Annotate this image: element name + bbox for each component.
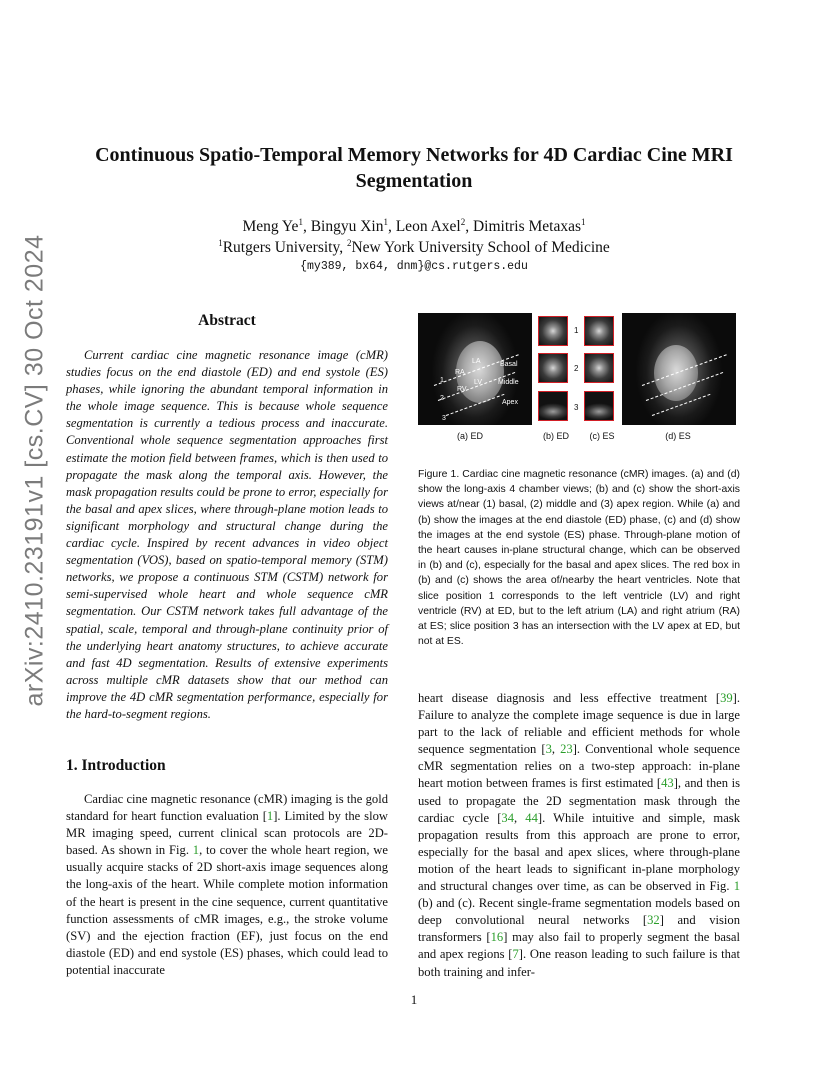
slice-number-3: 3 — [574, 403, 579, 412]
page-number: 1 — [410, 992, 418, 1007]
affil-name: Rutgers University — [222, 239, 340, 256]
panel-label-d: (d) ES — [665, 431, 691, 441]
slice-number-2: 2 — [574, 364, 579, 373]
citation-link[interactable]: 39 — [720, 691, 733, 705]
label-la: LA — [472, 358, 481, 365]
arxiv-id: arXiv:2410.23191v1 [cs.CV] 30 Oct 2024 — [20, 233, 49, 707]
intro-text-continued: heart disease diagnosis and less effective treatment [39]. Failure to analyze the complete image sequence is due in large part to the lack of reliable and efficient methods for whole sequence segmentation [3, 23]. Conventional whole sequence cMR segmentation relies on a two-step approach: in-plane heart motion between frames is first estimated [43], and then is used to propagate the 2D segmentation mask through the cardiac cycle [34, 44]. While intuitive and simple, mask propagation results from this approach are prone to error, especially for the basal and apex slices, where through-plane motion of the heart leads to significant in-plane morphology and structural changes over time, as can be observed in Fig. 1 (b) and (c). Recent single-frame segmentation models based on deep convolutional neural networks [32] and vision transformers [16] may also fail to properly segment the basal and apex regions [7]. One reason leading to such failure is that both training and infer- — [418, 691, 741, 979]
intro-heading: 1. Introduction — [66, 757, 166, 774]
citation-link[interactable]: 1 — [192, 843, 200, 858]
author-name: Meng Ye — [242, 218, 299, 235]
affil-name: New York University School of Medicine — [351, 239, 610, 256]
paper-title: Continuous Spatio-Temporal Memory Networks for 4D Cardiac Cine MRI Segmentation — [95, 144, 733, 192]
affil-mark: 2 — [346, 237, 352, 248]
line-number-3: 3 — [442, 415, 446, 422]
citation-link[interactable]: 16 — [490, 930, 504, 945]
line-number-2: 2 — [440, 395, 444, 402]
figure-1 — [418, 313, 740, 445]
panel-label-b: (b) ED — [542, 431, 569, 441]
panel-b-slice-1 — [538, 316, 568, 346]
author-affil-mark: 1 — [298, 216, 303, 227]
panel-label-a: (a) ED — [456, 431, 483, 441]
affil-mark: 1 — [218, 237, 223, 248]
panel-label-c: (c) ES — [589, 431, 615, 441]
citation-link[interactable]: 43 — [661, 776, 674, 791]
author-name: Bingyu Xin — [310, 218, 384, 235]
citation-link[interactable]: 23 — [560, 742, 573, 757]
author-list: Meng Ye$^1$, Bingyu Xin$^1$, Leon Axel$^2$, Dimitris Metaxas$^1$ — [242, 216, 586, 235]
label-ra: RA — [455, 369, 465, 376]
affiliations: $^1$Rutgers University, $^2$New York University School of Medicine — [218, 237, 610, 256]
panel-c-slice-2 — [584, 353, 614, 383]
panel-b-slice-2 — [538, 353, 568, 383]
author-name: Leon Axel — [395, 218, 461, 235]
panel-c-slice-3 — [584, 391, 614, 421]
label-apex: Apex — [502, 399, 518, 406]
abstract-heading: Abstract — [198, 312, 256, 329]
label-rv: RV — [457, 386, 467, 393]
author-email: {my389, bx64, dnm}@cs.rutgers.edu — [300, 260, 528, 273]
citation-link[interactable]: 34 — [501, 810, 514, 825]
label-lv: LV — [474, 379, 483, 386]
citation-link[interactable]: 32 — [647, 913, 660, 928]
slice-number-1: 1 — [574, 326, 579, 335]
panel-d-image — [622, 313, 736, 425]
citation-link[interactable]: 1 — [266, 809, 274, 824]
panel-b-slice-3 — [538, 391, 568, 421]
intro-text: Cardiac cine magnetic resonance (cMR) imaging is the gold standard for heart function evaluation [1]. Limited by the slow MR imaging speed, current clinical scan protocols are 2D-based. As shown in Fig. 1, to cover the whole heart region, we usually acquire stacks of 2D short-axis image sequences along the long-axis of the heart. While complete motion information of the heart is present in the cine sequence, current quantitative function assessments of cMR images, e.g., the stroke volume (SV) and the ejection fraction (EF), just focus on the end diastole (ED) and end systole (ES) phases, which could lead to potential inaccurate — [66, 792, 388, 977]
citation-link[interactable]: 44 — [525, 810, 538, 825]
author-affil-mark: 1 — [581, 216, 586, 227]
abstract-text: Current cardiac cine magnetic resonance image (cMR) studies focus on the end diastole (ED) and end systole (ES) phases, while ignoring the abundant temporal information in the whole image sequence. This is because whole sequence segmentation is currently a tedious process and inaccurate. Conventional whole sequence segmentation approaches first estimate the motion field between frames, which is then used to propagate the mask along the temporal axis. However, the mask propagation results could be prone to error, especially for the basal and apex slices, where through-plane motion leads to significant morphology and structural change during the cardiac cycle. Inspired by recent advances in video object segmentation (VOS), based on spatio-temporal memory (STM) networks, we propose a continuous STM (CSTM) network for semi-supervised whole heart and whole sequence cMR segmentation. Our CSTM network takes full advantage of the spatial, scale, temporal and through-plane continuity prior of the underlying heart anatomy structures, to achieve accurate and fast 4D segmentation. Results of extensive experiments across multiple cMR datasets show that our method can improve the 4D cMR segmentation performance, especially for the hard-to-segment regions. — [66, 348, 388, 721]
label-middle: Middle — [498, 379, 519, 386]
line-number-1: 1 — [440, 377, 444, 384]
citation-link[interactable]: 3 — [545, 742, 552, 757]
author-affil-mark: 2 — [460, 216, 466, 227]
author-name: Dimitris Metaxas — [472, 218, 582, 235]
figure-1-caption: Figure 1. Cardiac cine magnetic resonance (cMR) images. (a) and (d) show the long-axis 4 chamber views; (b) and (c) show the short-axis views at/near (1) basal, (2) middle and (3) apex region. While (a) and (b) show the images at the end diastole (ED) phase, (c) and (d) show the images at the end systole (ES) phase. Through-plane motion of the heart causes in-plane structural change, which can be observed in (b) and (c), especially for the basal and apex slices. The red box in (b) and (c) shows the area of/nearby the heart ventricles. Note that slice position 1 corresponds to the left ventricle (LV) and right ventricle (RV) at ED, but to the left atrium (LA) and right atrium (RA) at ES; slice position 3 has an intersection with the LV apex at ED, but not at ES. — [418, 469, 740, 648]
label-basal: Basal — [500, 361, 518, 368]
panel-a-image — [418, 313, 532, 425]
author-affil-mark: 1 — [383, 216, 388, 227]
panel-c-slice-1 — [584, 316, 614, 346]
citation-link[interactable]: 7 — [512, 947, 519, 962]
citation-link[interactable]: 1 — [733, 879, 740, 894]
arxiv-watermark — [10, 100, 60, 840]
